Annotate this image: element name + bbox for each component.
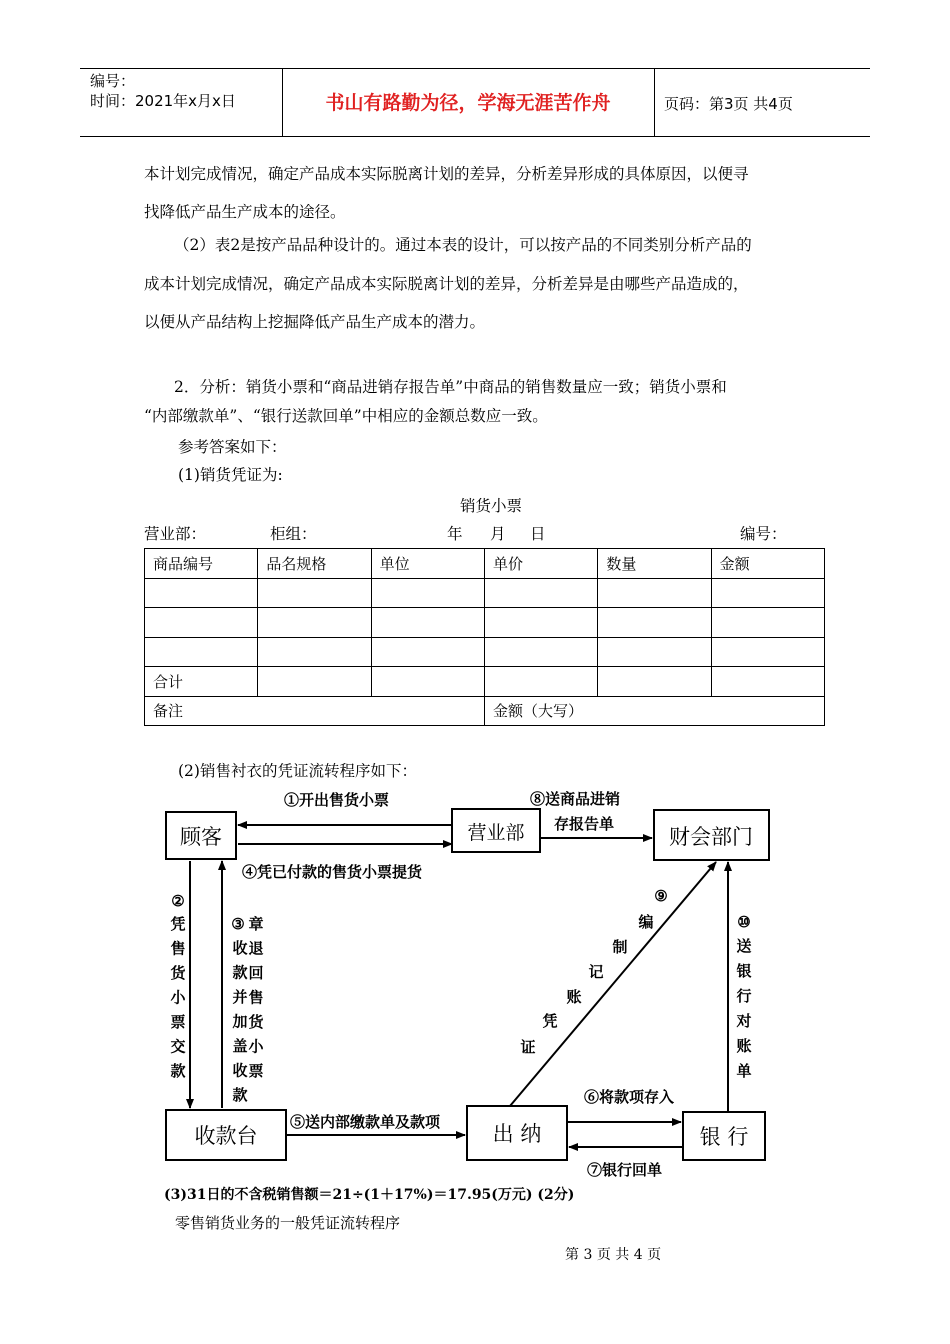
calculation-note: (3)31日的不含税销售额＝21÷(1＋17%)＝17.95(万元) (2分) <box>164 1187 575 1203</box>
step2-char: 货 <box>170 964 186 982</box>
step3-char: 票 <box>248 1062 264 1080</box>
paragraph-line: 成本计划完成情况，确定产品成本实际脱离计划的差异，分析差异是由哪些产品造成的， <box>144 275 749 293</box>
step5-label: ⑤送内部缴款单及款项 <box>290 1113 441 1131</box>
step10-char: 银 <box>736 962 752 980</box>
receipt-month-label: 月 <box>490 525 506 543</box>
step10-char: 对 <box>736 1012 752 1030</box>
step3-char: 货 <box>248 1013 264 1031</box>
table-cell <box>598 667 711 697</box>
receipt-day-label: 日 <box>530 525 546 543</box>
receipt-title: 销货小票 <box>460 497 523 515</box>
customer-label: 顾客 <box>180 825 222 849</box>
footer-prefix: 第 <box>565 1247 584 1263</box>
column-header: 品名规格 <box>258 549 371 579</box>
column-header: 商品编号 <box>145 549 258 579</box>
voucher-intro: (1)销货凭证为: <box>178 466 283 484</box>
paragraph-line: 2．分析：销货小票和“商品进销存报告单”中商品的销售数量应一致；销货小票和 <box>174 378 727 396</box>
step3-char: 收 <box>232 1061 248 1080</box>
table-cell <box>711 608 824 638</box>
table-cell <box>598 637 711 667</box>
table-cell <box>711 637 824 667</box>
number-label: 编号： <box>90 72 136 90</box>
table-row <box>145 637 825 667</box>
column-header: 金额 <box>711 549 824 579</box>
amount-in-words-label: 金额（大写） <box>484 696 824 726</box>
step2-label <box>170 892 186 1080</box>
step1-label: ①开出售货小票 <box>284 791 390 809</box>
step10-char: 行 <box>736 987 752 1005</box>
table-row <box>145 608 825 638</box>
step10-char: 单 <box>736 1062 752 1080</box>
step8-label-line2: 存报告单 <box>554 815 615 833</box>
step2-char: 小 <box>170 988 186 1007</box>
page-footer <box>565 1244 661 1264</box>
step6-label: ⑥将款项存入 <box>584 1088 675 1106</box>
step2-char: 售 <box>170 939 186 958</box>
step4-label: ④凭已付款的售货小票提货 <box>242 863 423 881</box>
step7-label: ⑦银行回单 <box>587 1161 663 1179</box>
step10-char: ⑩ <box>737 913 751 931</box>
table-cell <box>484 637 597 667</box>
step9-char: 制 <box>612 938 628 956</box>
table-cell <box>598 608 711 638</box>
table-cell <box>258 667 371 697</box>
remarks-label: 备注 <box>145 696 485 726</box>
step9-char: 证 <box>520 1038 536 1056</box>
header-bottom-rule <box>80 136 870 137</box>
date-label: 时间：2021年x月x日 <box>90 92 236 110</box>
step3-char: 并 <box>232 988 248 1006</box>
table-cell <box>145 578 258 608</box>
step9-char: 记 <box>588 963 604 981</box>
table-cell <box>145 608 258 638</box>
step2-char: 凭 <box>170 915 186 933</box>
flow-intro: (2)销售衬衣的凭证流转程序如下： <box>178 762 417 780</box>
cashier-label: 出 纳 <box>492 1122 542 1146</box>
footer-suffix: 页 <box>642 1247 662 1263</box>
remarks-row <box>145 696 825 726</box>
table-cell <box>711 578 824 608</box>
cashier-desk-label: 收款台 <box>194 1124 258 1148</box>
header-top-rule <box>80 68 870 69</box>
table-cell <box>484 667 597 697</box>
step9-char: 编 <box>638 913 654 931</box>
receipt-dept-label: 营业部： <box>144 525 207 543</box>
step10-char: 送 <box>736 937 752 955</box>
step3-char: 售 <box>248 988 264 1007</box>
step3-char: 加 <box>232 1012 248 1031</box>
step10-label <box>735 913 751 1080</box>
footer-middle: 页 共 <box>592 1247 634 1263</box>
footer-page-number: 3 <box>583 1247 593 1263</box>
motto: 书山有路勤为径，学海无涯苦作舟 <box>325 92 611 114</box>
sales-dept-label: 营业部 <box>467 822 525 844</box>
reference-answer-label: 参考答案如下： <box>178 438 287 456</box>
column-header: 单价 <box>484 549 597 579</box>
sales-receipt-table <box>144 548 825 726</box>
receipt-number-label: 编号： <box>740 525 787 543</box>
paragraph-line: 以便从产品结构上挖掘降低产品生产成本的潜力。 <box>144 313 486 331</box>
paragraph-line: （2）表2是按产品品种设计的。通过本表的设计，可以按产品的不同类别分析产品的 <box>174 236 752 254</box>
step9-arrow <box>510 862 716 1106</box>
paragraph-line: 找降低产品生产成本的途径。 <box>144 203 346 221</box>
step3-char: 小 <box>248 1037 264 1056</box>
step3-char: 盖 <box>232 1037 248 1055</box>
paragraph-line: 本计划完成情况，确定产品成本实际脱离计划的差异，分析差异形成的具体原因，以便寻 <box>144 165 749 183</box>
page-label: 页码：第3页 共4页 <box>664 95 793 113</box>
table-cell <box>145 637 258 667</box>
voucher-flow-diagram <box>150 782 790 1212</box>
diagram-caption: 零售销货业务的一般凭证流转程序 <box>175 1214 401 1232</box>
step2-char: ② <box>171 892 185 910</box>
table-cell <box>258 637 371 667</box>
step3-char: 款 <box>232 1086 248 1104</box>
table-row <box>145 578 825 608</box>
table-cell <box>258 578 371 608</box>
column-header: 数量 <box>598 549 711 579</box>
column-header: 单位 <box>371 549 484 579</box>
paragraph-line: “内部缴款单”、“银行送款回单”中相应的金额总数应一致。 <box>144 407 548 425</box>
step9-char: ⑨ <box>654 887 668 905</box>
step9-char: 账 <box>566 988 582 1006</box>
table-cell <box>484 608 597 638</box>
step3-char: ③ <box>231 915 245 933</box>
step3-char: 收 <box>232 939 248 957</box>
total-row <box>145 667 825 697</box>
table-cell <box>371 637 484 667</box>
step3-char: 退 <box>248 939 264 958</box>
footer-total-pages: 4 <box>633 1247 643 1263</box>
step2-char: 交 <box>170 1037 186 1056</box>
accounting-label: 财会部门 <box>669 825 753 849</box>
receipt-year-label: 年 <box>447 525 463 543</box>
step3-char: 回 <box>248 964 264 982</box>
table-cell <box>598 578 711 608</box>
bank-label: 银 行 <box>699 1125 749 1149</box>
step3-char: 款 <box>232 963 248 982</box>
receipt-counter-label: 柜组： <box>270 525 317 543</box>
total-label: 合计 <box>145 667 258 697</box>
table-cell <box>371 578 484 608</box>
table-cell <box>371 667 484 697</box>
step9-char: 凭 <box>542 1012 558 1030</box>
table-cell <box>371 608 484 638</box>
step8-label-line1: ⑧送商品进销 <box>530 790 621 808</box>
table-cell <box>258 608 371 638</box>
step10-char: 账 <box>736 1037 752 1055</box>
step2-char: 票 <box>170 1013 186 1031</box>
header-divider-right <box>654 68 655 136</box>
table-cell <box>711 667 824 697</box>
table-cell <box>484 578 597 608</box>
step2-char: 款 <box>170 1062 186 1080</box>
table-header-row <box>145 549 825 579</box>
step3-label <box>231 915 264 1104</box>
step3-char: 章 <box>248 915 264 933</box>
step9-label <box>520 887 667 1056</box>
